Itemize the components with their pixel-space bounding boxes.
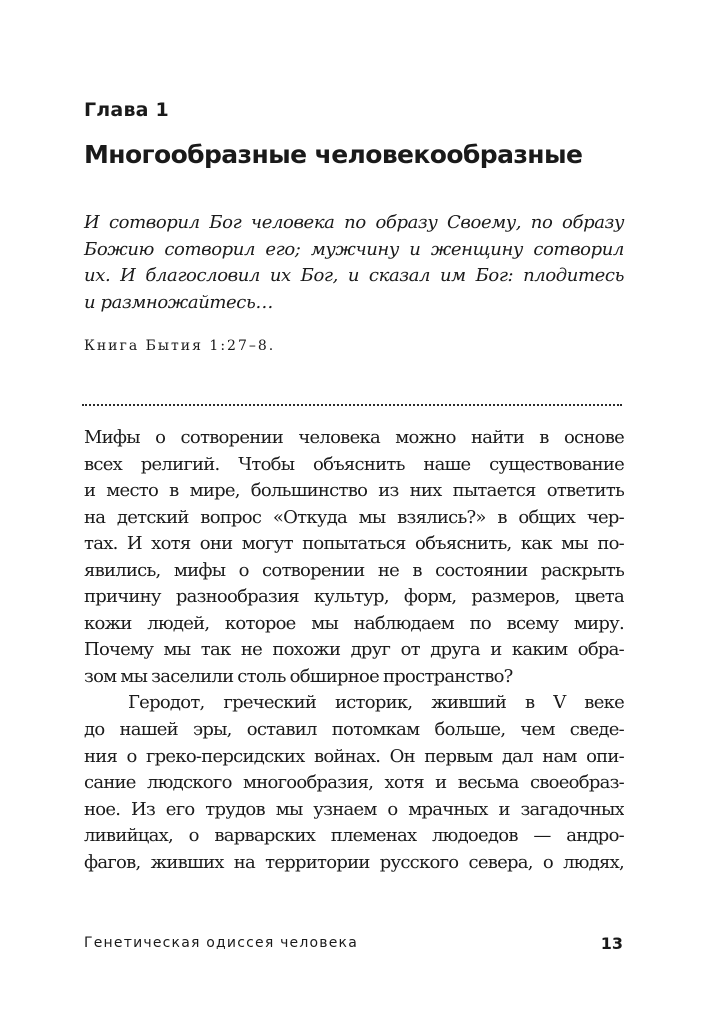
dotted-divider	[82, 404, 622, 406]
body-line: на детский вопрос «Откуда мы взялись?» в общих чер-	[84, 506, 624, 528]
body-text	[84, 425, 624, 876]
epigraph-line: их. И благословил их Бог, и сказал им Бог: плодитесь	[84, 265, 624, 286]
chapter-label: Глава 1	[84, 99, 169, 121]
body-line: сание людского многообразия, хотя и весьма своеобраз-	[84, 772, 624, 794]
body-line: ное. Из его трудов мы узнаем о мрачных и загадочных	[84, 798, 624, 820]
body-line: и место в мире, большинство из них пытается ответить	[84, 480, 624, 502]
body-line: зом мы заселили столь обширное пространство?	[84, 665, 513, 687]
body-line: ливийцах, о варварских племенах людоедов — андро-	[84, 825, 624, 847]
body-line: Почему мы так не похожи друг от друга и каким обра-	[84, 639, 624, 661]
epigraph-line: Божию сотворил его; мужчину и женщину сотворил	[84, 238, 624, 260]
epigraph-line: И сотворил Бог человека по образу Своему, по образу	[84, 212, 624, 233]
body-line: Геродот, греческий историк, живший в V веке	[128, 692, 624, 714]
body-line: Мифы о сотворении человека можно найти в основе	[84, 427, 624, 448]
chapter-title: Многообразные человекообразные	[84, 140, 583, 169]
epigraph-source: Книга Бытия 1:27–8.	[84, 338, 276, 354]
body-line: фагов, живших на территории русского севера, о людях,	[84, 851, 624, 873]
body-line: кожи людей, которое мы наблюдаем по всему миру.	[84, 612, 624, 634]
running-footer-title: Генетическая одиссея человека	[84, 935, 358, 951]
body-line: ния о греко-персидских войнах. Он первым дал нам опи-	[84, 745, 624, 767]
body-line: явились, мифы о сотворении не в состоянии раскрыть	[84, 559, 624, 581]
epigraph	[84, 210, 624, 316]
body-line: тах. И хотя они могут попытаться объяснить, как мы по-	[84, 533, 624, 555]
body-line: причину разнообразия культур, форм, размеров, цвета	[84, 586, 624, 608]
body-line: всех религий. Чтобы объяснить наше существование	[84, 453, 624, 475]
body-line: до нашей эры, оставил потомкам больше, чем сведе-	[84, 719, 624, 741]
page-number: 13	[600, 934, 623, 953]
epigraph-line: и размножайтесь…	[84, 291, 273, 313]
